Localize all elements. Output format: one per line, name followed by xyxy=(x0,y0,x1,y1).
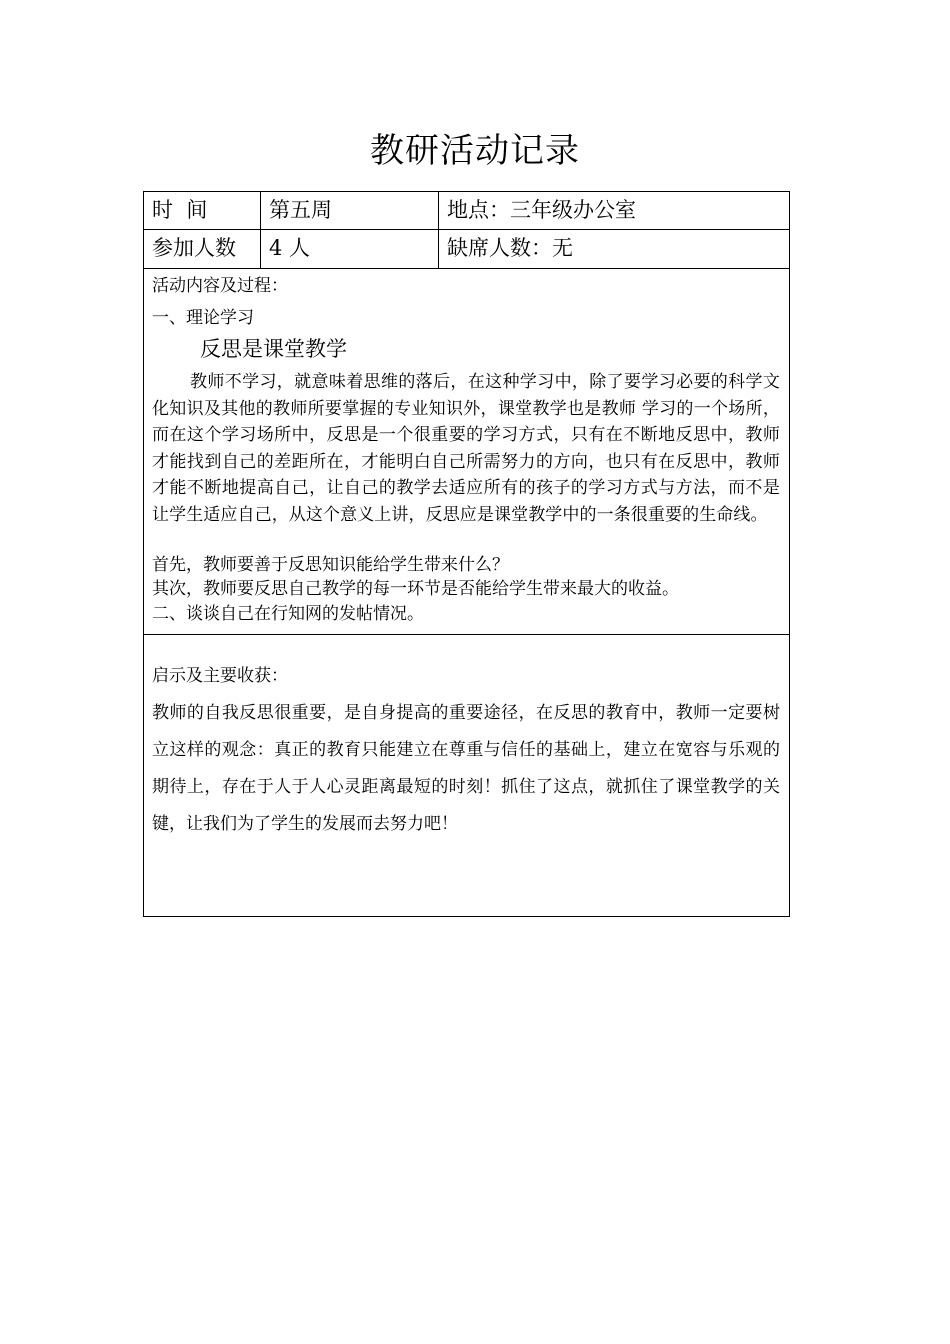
process-section xyxy=(144,269,789,635)
process-item-forum: 二、谈谈自己在行知网的发帖情况。 xyxy=(152,604,424,624)
record-table xyxy=(143,191,790,917)
time-label: 时 间 xyxy=(144,192,261,229)
gains-section xyxy=(144,635,789,916)
table-row-attendance xyxy=(144,230,789,269)
attendance-value: 4 人 xyxy=(261,230,439,268)
article-body: 教师不学习，就意味着思维的落后，在这种学习中，除了要学习必要的科学文化知识及其他的教师所要掌握的专业知识外，课堂教学也是教师 学习的一个场所，而在这个学习场所中，反思是一个很重要的学习方式，只有在不断地反思中，教师才能找到自己的差距所在，才能明白自己所需努力的方向，也只有在反思中，教师才能不断地提高自己，让自己的教学去适应所有的孩子的学习方式与方法，而不是让学生适应自己，从这个意义上讲，反思应是课堂教学中的一条很重要的生命线。 xyxy=(152,372,780,525)
gains-body: 教师的自我反思很重要，是自身提高的重要途径，在反思的教育中，教师一定要树立这样的观念：真正的教育只能建立在尊重与信任的基础上，建立在宽容与乐观的期待上，存在于人于人心灵距离最短的时刻！抓住了这点，就抓住了课堂教学的关键，让我们为了学生的发展而去努力吧！ xyxy=(152,703,780,834)
time-value: 第五周 xyxy=(261,192,439,229)
table-row-time xyxy=(144,192,789,230)
process-item-theory: 一、理论学习 xyxy=(152,308,254,328)
article-title: 反思是课堂教学 xyxy=(200,337,347,361)
absent-cell: 缺席人数：无 xyxy=(447,236,573,260)
attendance-label: 参加人数 xyxy=(144,230,261,268)
process-point-second: 其次，教师要反思自己教学的每一环节是否能给学生带来最大的收益。 xyxy=(152,579,679,599)
gains-heading: 启示及主要收获： xyxy=(152,666,288,686)
process-point-first: 首先，教师要善于反思知识能给学生带来什么？ xyxy=(152,555,509,575)
process-heading: 活动内容及过程： xyxy=(152,276,288,296)
page-title: 教研活动记录 xyxy=(370,131,580,171)
location-cell: 地点：三年级办公室 xyxy=(447,198,636,222)
